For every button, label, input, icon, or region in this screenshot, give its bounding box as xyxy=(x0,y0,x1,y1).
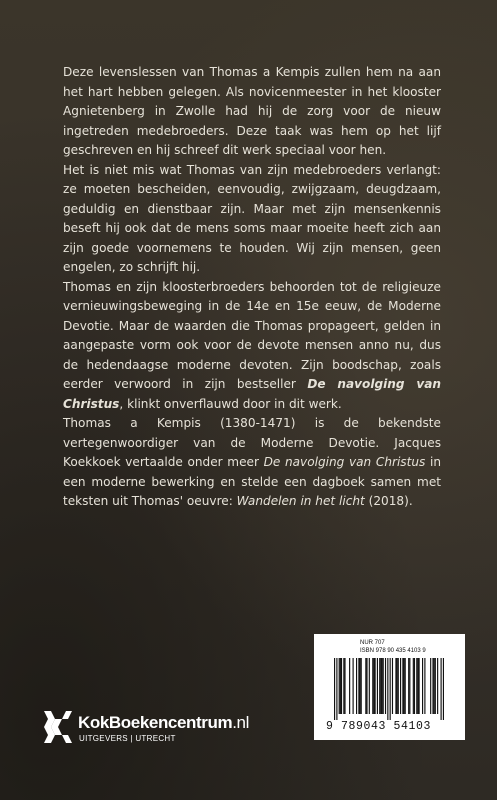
blurb-run: (2018). xyxy=(364,494,413,508)
blurb-paragraph xyxy=(63,161,441,278)
blurb-paragraph xyxy=(63,278,441,415)
publisher-logo xyxy=(38,707,278,747)
barcode-bar xyxy=(349,658,350,714)
barcode-bar xyxy=(424,658,425,714)
book-title: De navolging van Christus xyxy=(63,377,441,411)
blurb-run: Het is niet mis wat Thomas van zijn medebroeders verlangt: ze moeten bescheiden, eenvoudig, zwijgzaam, deugdzaam, geduldig en dienstbaar zijn. Maar met zijn mensenkennis beseft hij ook dat de mens soms maar moeite heeft zich aan zijn goede voornemens te houden. Wij zijn mensen, geen engelen, zo schrijft hij. xyxy=(63,162,441,274)
barcode-bar xyxy=(414,658,415,714)
book-title: De navolging van Christus xyxy=(263,455,426,469)
publisher-name-suffix: .nl xyxy=(232,713,249,732)
barcode-bar xyxy=(365,658,366,714)
barcode-bar xyxy=(359,658,360,714)
barcode-bar xyxy=(403,658,404,714)
barcode-bar xyxy=(381,658,382,714)
barcode-bar xyxy=(375,658,376,714)
barcode-bar xyxy=(380,658,381,714)
barcode-bar xyxy=(434,658,435,714)
barcode-bar xyxy=(432,658,433,714)
barcode-label xyxy=(314,634,465,740)
barcode-bar xyxy=(361,658,362,714)
barcode-bar xyxy=(336,658,337,720)
blurb-run: Thomas a Kempis (1380-1471) is de bekendste vertegenwoordiger van de Moderne Devotie. Jacques Koekkoek vertaalde onder meer xyxy=(63,416,441,469)
publisher-name xyxy=(78,713,249,733)
barcode-bar xyxy=(398,658,399,714)
barcode-bar xyxy=(409,658,410,714)
barcode-bar xyxy=(377,658,378,714)
barcode-bar xyxy=(437,658,438,714)
kok-boekencentrum-logo-icon xyxy=(38,707,72,747)
barcode-bar xyxy=(379,658,380,714)
barcode-digits: 9 789043 54103 xyxy=(326,720,432,733)
nur-code: NUR 707 xyxy=(360,640,385,646)
barcode-bar xyxy=(390,658,391,720)
blurb-run: in een moderne bewerking en stelde een dagboek samen met teksten uit Thomas' oeuvre: xyxy=(63,455,441,508)
blurb-run: Thomas en zijn kloosterbroeders behoorden tot de religieuze vernieuwingsbeweging in de 14e en 15e eeuw, de Moderne Devotie. Maar de waarden die Thomas propageert, gelden in aangepaste vorm ook voor de devote mensen anno nu, dus de hedendaagse moderne devoten. Zijn boodschap, zoals eerder verwoord in zijn bestseller xyxy=(63,279,441,391)
barcode-bar xyxy=(408,658,409,714)
barcode-bar xyxy=(353,658,354,714)
barcode-bar xyxy=(402,658,403,714)
barcode-bar xyxy=(372,658,373,714)
barcode-bar xyxy=(430,658,431,714)
barcode-bar xyxy=(373,658,374,714)
barcode-bar xyxy=(340,658,341,714)
barcode-bar xyxy=(334,658,335,720)
barcode-bar xyxy=(344,658,345,714)
barcode-bar xyxy=(385,658,386,714)
barcode-bar xyxy=(413,658,414,714)
barcode-bar xyxy=(441,658,442,720)
barcode-bar xyxy=(369,658,370,714)
blurb-run: , klinkt onverflauwd door in dit werk. xyxy=(119,396,342,411)
book-title: Wandelen in het licht xyxy=(236,494,365,508)
barcode-bar xyxy=(366,658,367,714)
barcode-bar xyxy=(339,658,340,714)
barcode-bar xyxy=(435,658,436,714)
barcode-bar xyxy=(400,658,401,714)
blurb-paragraph xyxy=(63,414,441,512)
publisher-tagline: UITGEVERS | UTRECHT xyxy=(79,734,176,743)
barcode-bar xyxy=(392,658,393,714)
publisher-name-bold: KokBoekencentrum xyxy=(78,713,233,732)
barcode-bar xyxy=(341,658,342,714)
blurb-run: Deze levenslessen van Thomas a Kempis zullen hem na aan het hart hebben gelegen. Als novicenmeester in het klooster Agnietenberg in Zwolle had hij de zorg voor de nieuw ingetreden medebroeders. Deze taak was hem op het lijf geschreven en hij schreef dit werk speciaal voor hen. xyxy=(63,65,441,157)
blurb-paragraph xyxy=(63,63,441,161)
barcode-bar xyxy=(383,658,384,714)
barcode-bar xyxy=(422,658,423,714)
blurb-text xyxy=(63,63,441,512)
barcode-bar xyxy=(419,658,420,714)
barcode-bar xyxy=(356,658,357,714)
barcode-bar xyxy=(343,658,344,714)
barcode-bar xyxy=(387,658,388,720)
barcode-bar xyxy=(395,658,396,714)
barcode-bar xyxy=(417,658,418,714)
isbn-number: ISBN 978 90 435 4103 9 xyxy=(360,648,426,654)
barcode-bar xyxy=(405,658,406,714)
barcode-bar xyxy=(358,658,359,714)
barcode-bar xyxy=(416,658,417,714)
barcode-bar xyxy=(397,658,398,714)
barcode-bars xyxy=(334,658,444,720)
barcode-bar xyxy=(443,658,444,720)
